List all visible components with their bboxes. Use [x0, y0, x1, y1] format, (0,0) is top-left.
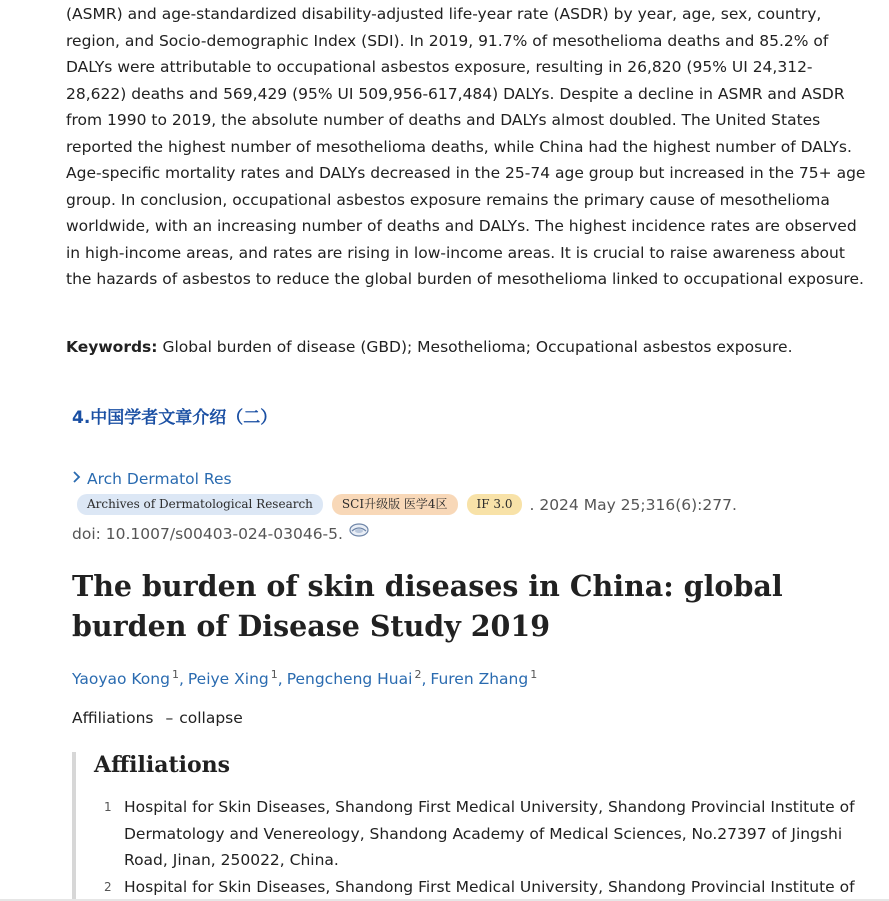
section-heading: 4.中国学者文章介绍（二） — [72, 408, 278, 428]
author-separator: , — [277, 670, 283, 689]
affiliation-number: 2 — [104, 879, 112, 894]
author-link[interactable]: Furen Zhang — [430, 670, 529, 689]
keywords-label: Keywords: — [66, 338, 158, 356]
author-affiliation-ref[interactable]: 1 — [270, 668, 278, 681]
collapse-dash-icon: – — [165, 709, 174, 727]
author-list — [72, 668, 537, 688]
author-link[interactable]: Peiye Xing — [187, 670, 269, 689]
author-affiliation-ref[interactable]: 2 — [414, 668, 422, 681]
journal-badges — [77, 494, 737, 515]
article-title: The burden of skin diseases in China: global burden of Disease Study 2019 — [72, 569, 783, 643]
doi-text[interactable]: doi: 10.1007/s00403-024-03046-5. — [72, 525, 343, 543]
sci-rank-badge[interactable]: SCI升级版 医学4区 — [332, 494, 458, 515]
keywords-text: Global burden of disease (GBD); Mesothelioma; Occupational asbestos exposure. — [162, 338, 793, 356]
affiliation-text: Hospital for Skin Diseases, Shandong First Medical University, Shandong Provincial Institute of Dermatology and Venereology, Shandong Academy of Medical Sciences, No.27397 of Jingshi Road, Jinan, 250022, China. — [124, 798, 855, 869]
affiliation-number: 1 — [104, 800, 112, 814]
affiliations-toggle-label: Affiliations — [72, 709, 154, 727]
chevron-right-icon — [72, 471, 81, 487]
journal-link-label: Arch Dermatol Res — [87, 470, 232, 488]
author-affiliation-ref[interactable]: 1 — [171, 668, 179, 681]
doi — [72, 525, 368, 543]
affiliations-list — [96, 794, 856, 900]
affiliations-toggle-action: collapse — [179, 709, 243, 727]
journal-name-badge[interactable]: Archives of Dermatological Research — [77, 494, 323, 515]
affiliations-heading: Affiliations — [94, 752, 231, 778]
author-separator: , — [178, 670, 184, 689]
journal-link[interactable] — [72, 470, 232, 488]
affiliation-text: Hospital for Skin Diseases, Shandong First Medical University, Shandong Provincial Institute of — [124, 877, 855, 896]
affiliation-item — [96, 874, 856, 901]
keywords — [66, 334, 871, 360]
affiliations-toggle[interactable] — [72, 709, 243, 727]
impact-factor-badge[interactable]: IF 3.0 — [467, 494, 523, 515]
affiliation-item — [96, 794, 856, 874]
affiliations-panel — [72, 752, 876, 901]
abstract-paragraph: (ASMR) and age-standardized disability-adjusted life-year rate (ASDR) by year, age, sex, country, region, and Socio-demographic Index (SDI). In 2019, 91.7% of mesothelioma deaths and 85.2% of DALYs were attributable to occupational asbestos exposure, resulting in 26,820 (95% UI 24,312-28,622) deaths and 569,429 (95% UI 509,956-617,484) DALYs. Despite a decline in ASMR and ASDR from 1990 to 2019, the absolute number of deaths and DALYs almost doubled. The United States reported the highest number of mesothelioma deaths, while China had the highest number of DALYs. Age-specific mortality rates and DALYs decreased in the 25-74 age group but increased in the 75+ age group. In conclusion, occupational asbestos exposure remains the primary cause of mesothelioma worldwide, with an increasing number of deaths and DALYs. The highest incidence rates are observed in high-income areas, and rates are rising in low-income areas. It is crucial to raise awareness about the hazards of asbestos to reduce the global burden of mesothelioma linked to occupational exposure. — [66, 5, 866, 288]
publication-date: . 2024 May 25;316(6):277. — [529, 495, 737, 514]
author-link[interactable]: Yaoyao Kong — [72, 670, 170, 689]
external-link-icon[interactable] — [348, 522, 368, 536]
author-link[interactable]: Pengcheng Huai — [286, 670, 413, 689]
author-separator: , — [421, 670, 427, 689]
author-affiliation-ref[interactable]: 1 — [530, 668, 538, 681]
